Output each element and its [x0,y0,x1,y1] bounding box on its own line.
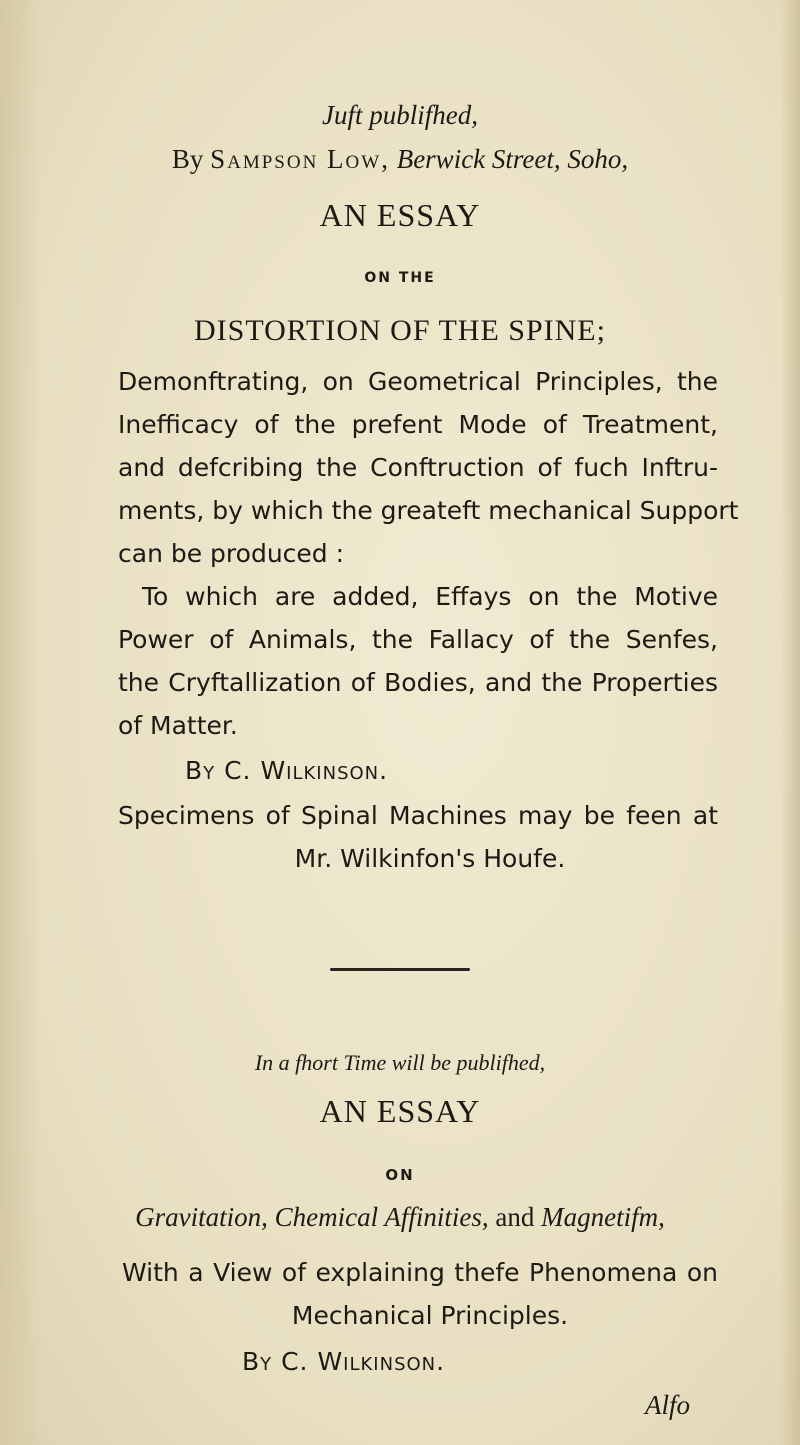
essay1-author: By C. Wilkinson. [185,756,389,785]
essay1-added-line: To which are added, Effays on the Motive [142,582,718,611]
publisher-area: Soho, [567,144,629,174]
essay1-on-the: ON THE [364,270,436,286]
publisher-street: Berwick Street, [396,144,561,174]
essay1-desc-line: can be produced : [118,539,345,568]
essay2-view-line: With a View of explaining thefe Phenomena on [122,1258,718,1287]
essay2-on: ON [385,1166,415,1184]
essay2-title: AN ESSAY [319,1093,481,1129]
publisher-line [0,144,800,175]
essay2-subjects-and: and [495,1202,535,1232]
essay1-added-line: Power of Animals, the Fallacy of the Senfes, [118,625,718,654]
essay2-subjects [0,1202,800,1233]
essay1-added-line: of Matter. [118,711,238,740]
section-divider-rule [330,968,470,971]
essay1-desc-line: ments, by which the greateft mechanical Support [118,496,739,525]
essay1-desc-line: and defcribing the Conftruction of fuch Inftru- [118,453,718,482]
essay1-added-line: the Cryftallization of Bodies, and the Properties [118,668,718,697]
catchword: Alfo [645,1390,690,1420]
publisher-prefix: By [171,144,204,174]
essay2-author: By C. Wilkinson. [242,1347,446,1376]
publisher-name: Sampson Low, [210,144,390,174]
essay1-desc-line: Demonftrating, on Geometrical Principles, the [118,367,718,396]
essay2-subjects-b: Magnetifm, [541,1202,665,1232]
essay1-desc-line: Inefficacy of the prefent Mode of Treatment, [118,410,718,439]
essay1-subject: DISTORTION OF THE SPINE; [194,314,606,347]
essay2-forthcoming: In a fhort Time will be publifhed, [254,1050,546,1075]
essay2-view-line: Mechanical Principles. [291,1301,569,1330]
essay1-specimens-line: Specimens of Spinal Machines may be feen at [118,801,718,830]
essay1-specimens-line: Mr. Wilkinfon's Houfe. [294,844,566,873]
essay1-title: AN ESSAY [319,197,481,233]
essay2-subjects-a: Gravitation, Chemical Affinities, [135,1202,489,1232]
just-published-heading: Juft publifhed, [322,100,478,130]
